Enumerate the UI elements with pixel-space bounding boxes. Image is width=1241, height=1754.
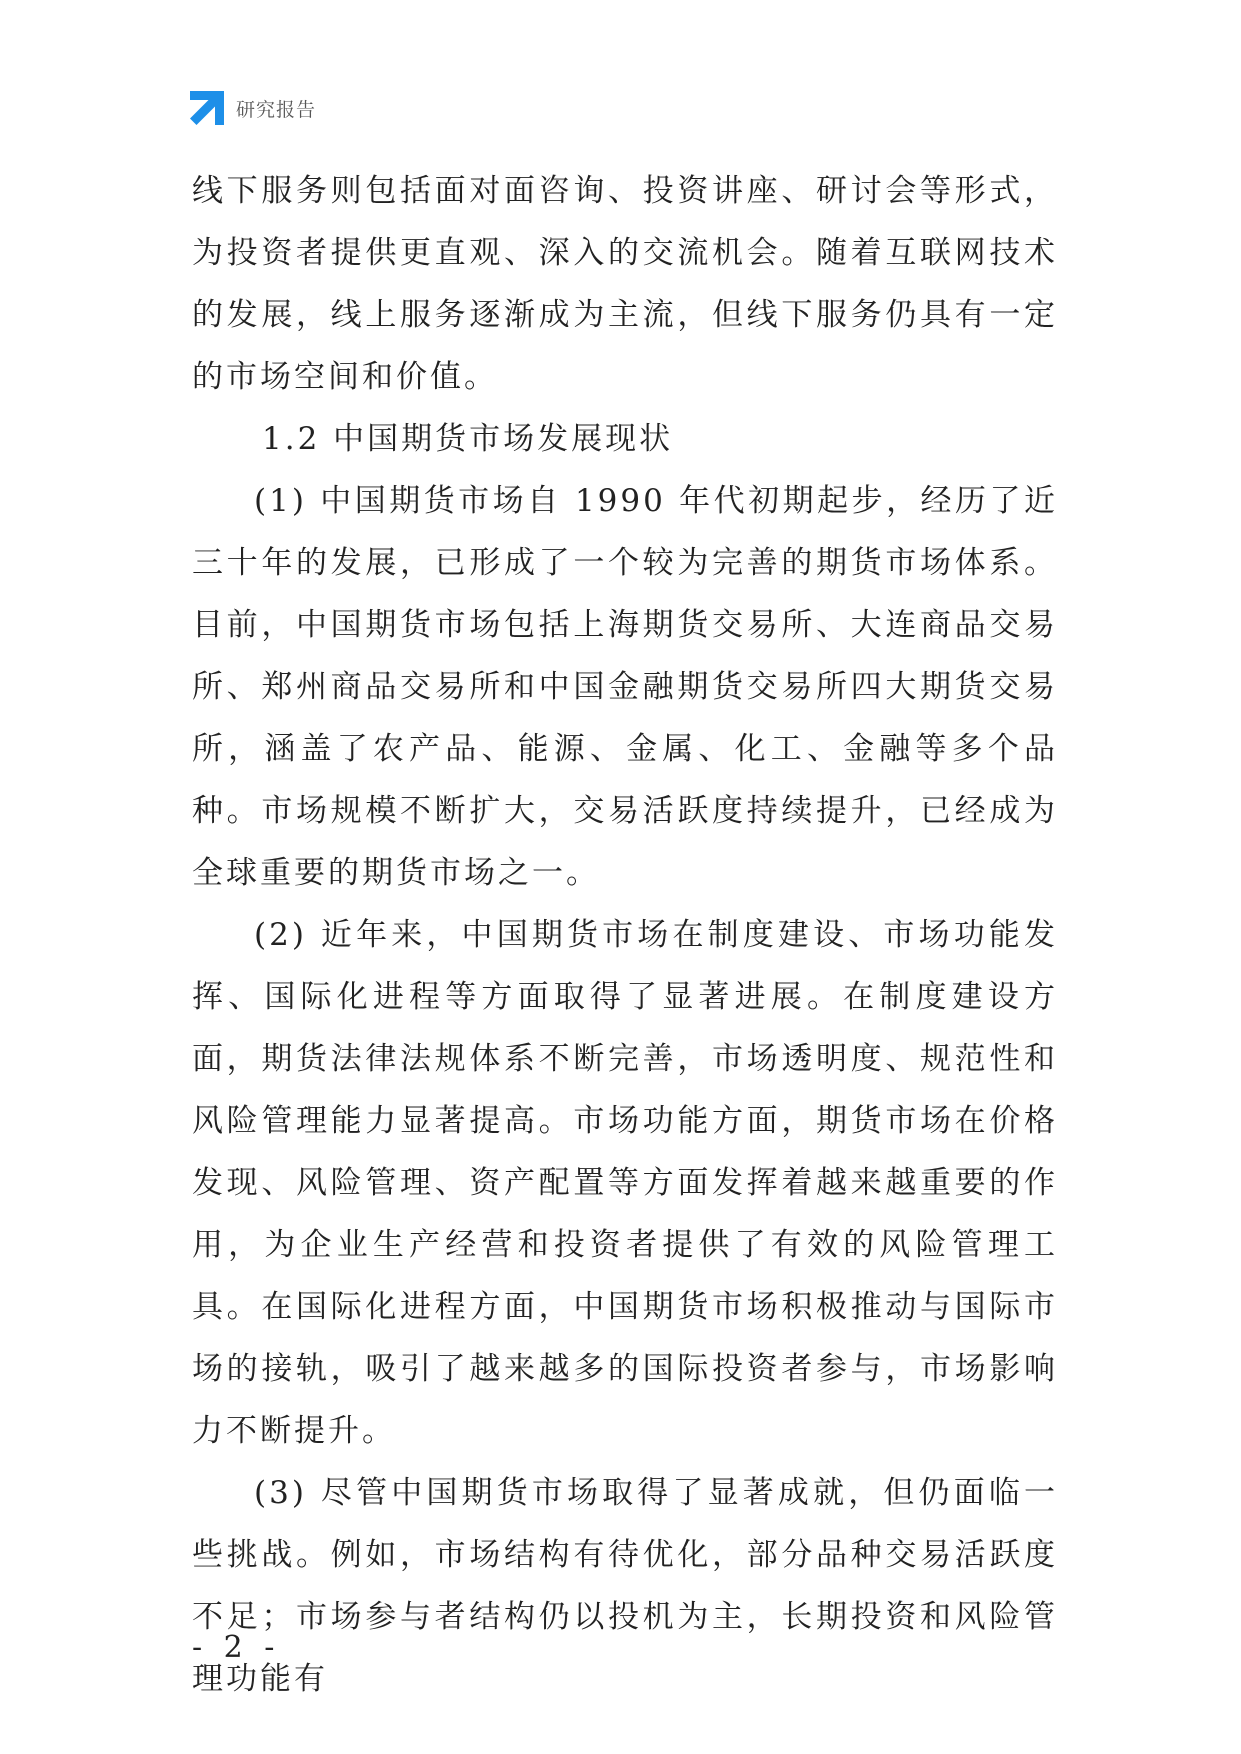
paragraph-1: (1) 中国期货市场自 1990 年代初期起步，经历了近三十年的发展，已形成了一个较为完善的期货市场体系。目前，中国期货市场包括上海期货交易所、大连商品交易所、郑州商品交易所和中国金融期货交易所四大期货交易所，涵盖了农产品、能源、金属、化工、金融等多个品种。市场规模不断扩大，交易活跃度持续提升，已经成为全球重要的期货市场之一。 [192, 483, 1058, 891]
header-title: 研究报告 [236, 98, 317, 121]
paragraph-2: (2) 近年来，中国期货市场在制度建设、市场功能发挥、国际化进程等方面取得了显著进展。在制度建设方面，期货法律法规体系不断完善，市场透明度、规范性和风险管理能力显著提高。市场功能方面，期货市场在价格发现、风险管理、资产配置等方面发挥着越来越重要的作用，为企业生产经营和投资者提供了有效的风险管理工具。在国际化进程方面，中国期货市场积极推动与国际市场的接轨，吸引了越来越多的国际投资者参与，市场影响力不断提升。 [192, 917, 1058, 1449]
page-header [190, 90, 316, 126]
document-body [192, 160, 1058, 1710]
page-number: - 2 - [192, 1630, 281, 1665]
paragraph-intro: 线下服务则包括面对面咨询、投资讲座、研讨会等形式，为投资者提供更直观、深入的交流机会。随着互联网技术的发展，线上服务逐渐成为主流，但线下服务仍具有一定的市场空间和价值。 [192, 173, 1058, 395]
paragraph-3: (3) 尽管中国期货市场取得了显著成就，但仍面临一些挑战。例如，市场结构有待优化，部分品种交易活跃度不足；市场参与者结构仍以投机为主，长期投资和风险管理功能有 [192, 1475, 1058, 1697]
arrow-logo-icon [190, 91, 224, 125]
section-heading: 1.2 中国期货市场发展现状 [262, 421, 674, 457]
